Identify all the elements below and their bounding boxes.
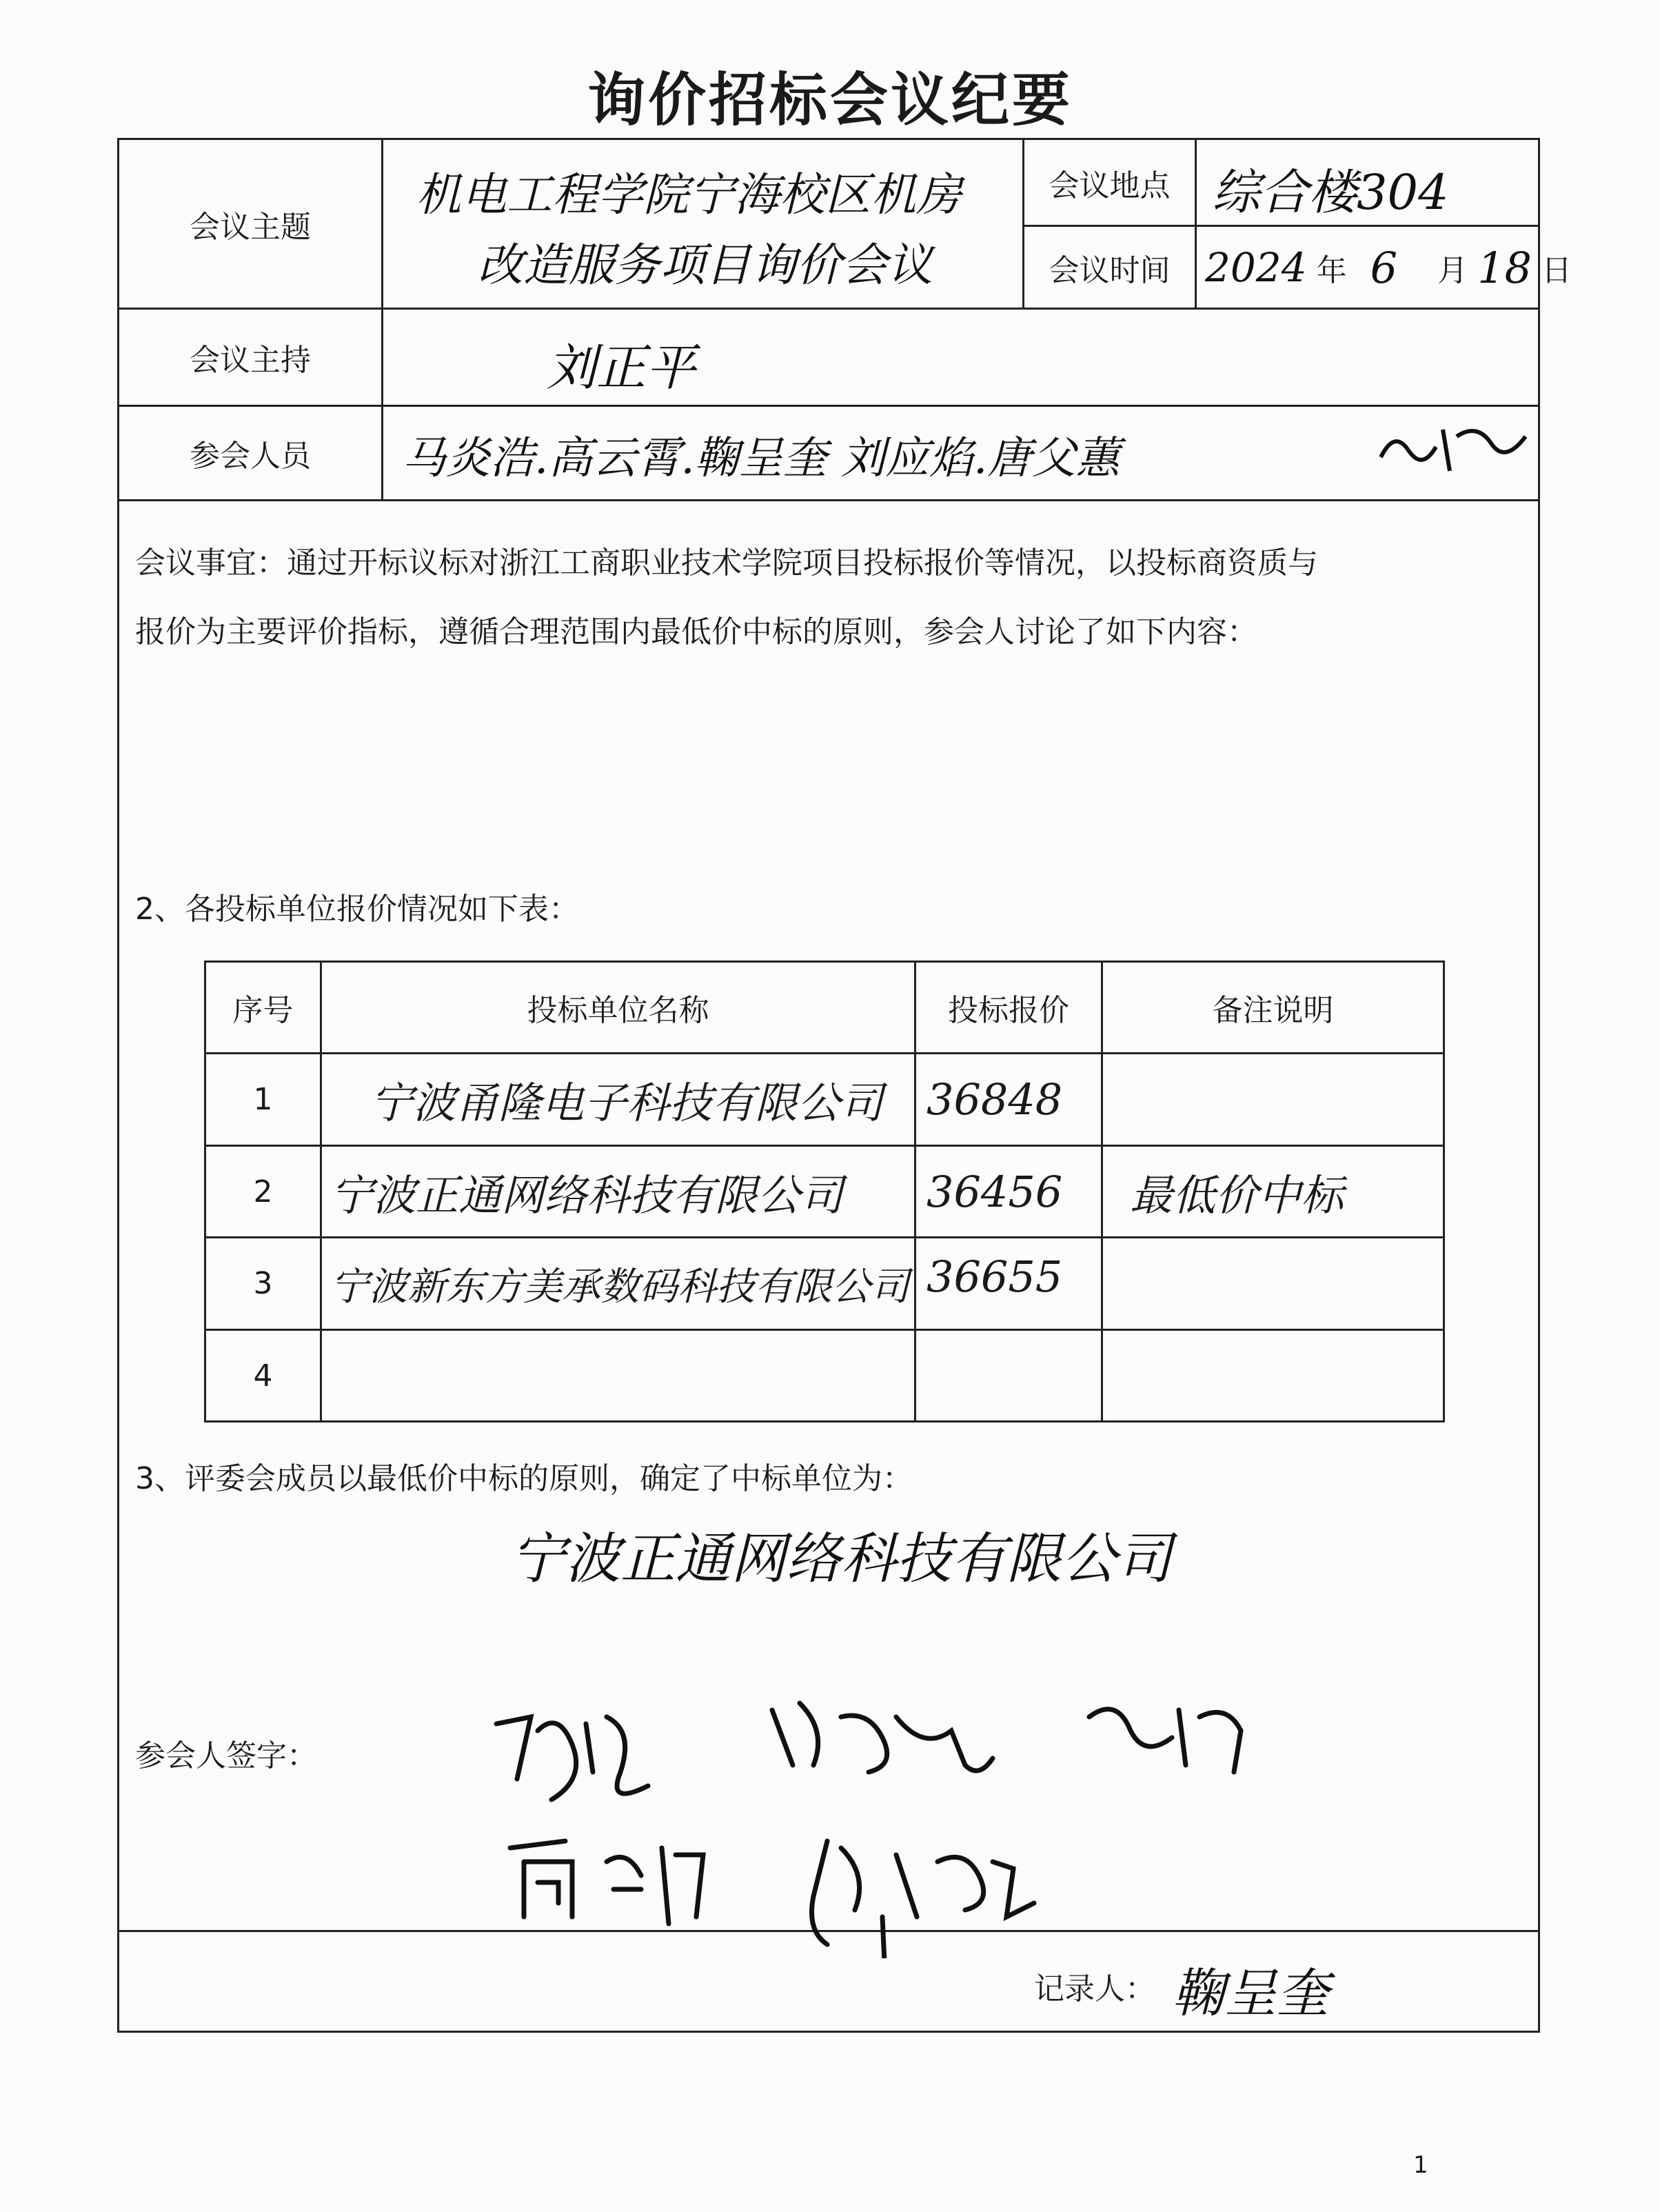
signatures-label: 参会人签字： (135, 1738, 317, 1773)
intro-line2: 报价为主要评价指标，遵循合理范围内最低价中标的原则，参会人讨论了如下内容： (135, 614, 1257, 650)
attendee-signatures (469, 1669, 1365, 1958)
date-month: 6 (1370, 242, 1398, 293)
attendees-value: 马炎浩.高云霄.鞠呈奎 刘应焰.唐父蕙 (402, 433, 1120, 484)
attendees-label: 参会人员 (190, 439, 311, 474)
date-month-suffix: 月 (1437, 253, 1468, 288)
date-day: 18 (1477, 242, 1532, 293)
document-title: 询价招标会议纪要 (587, 66, 1073, 134)
date-year: 2024 (1205, 244, 1307, 291)
row4-no: 4 (253, 1358, 273, 1394)
attendees-signature-scribble (1367, 409, 1546, 492)
table-rule-4 (206, 1329, 1443, 1331)
host-label: 会议主持 (190, 343, 311, 378)
page-number: 1 (1413, 2151, 1428, 2179)
rule-attendees-bottom (119, 499, 1538, 501)
subject-value-line1: 机电工程学院宁海校区机房 (416, 168, 962, 221)
row1-bidder: 宁波甬隆电子科技有限公司 (370, 1078, 884, 1128)
recorder-label: 记录人： (1034, 1971, 1155, 2007)
header-note: 备注说明 (1212, 993, 1334, 1028)
row3-bidder: 宁波新东方美承数码科技有限公司 (330, 1264, 909, 1309)
row1-price: 36848 (927, 1074, 1063, 1125)
row2-no: 2 (253, 1174, 273, 1209)
date-year-suffix: 年 (1316, 253, 1347, 288)
time-label: 会议时间 (1049, 252, 1171, 288)
location-label: 会议地点 (1049, 168, 1171, 203)
intro-line1: 会议事宜：通过开标议标对浙江工商职业技术学院项目投标报价等情况，以投标商资质与 (135, 545, 1318, 581)
rule-label-column (381, 140, 383, 501)
location-value: 综合楼304 (1212, 164, 1449, 221)
row1-no: 1 (253, 1082, 273, 1117)
section2-title: 2、各投标单位报价情况如下表： (135, 892, 579, 927)
header-price: 投标报价 (948, 993, 1069, 1028)
bid-table (204, 961, 1445, 1422)
winning-bidder: 宁波正通网络科技有限公司 (510, 1527, 1172, 1591)
meeting-date (1205, 237, 1572, 299)
subject-label: 会议主题 (190, 209, 311, 245)
row2-price: 36456 (927, 1166, 1063, 1217)
row2-bidder: 宁波正通网络科技有限公司 (330, 1169, 844, 1220)
header-bidder: 投标单位名称 (527, 993, 709, 1028)
recorder-value: 鞠呈奎 (1172, 1962, 1329, 2024)
host-value: 刘正平 (547, 339, 696, 396)
row3-no: 3 (253, 1266, 273, 1301)
section3-title: 3、评委会成员以最低价中标的原则，确定了中标单位为： (135, 1461, 913, 1496)
subject-value-line2: 改造服务项目询价会议 (478, 239, 933, 292)
date-day-suffix: 日 (1541, 253, 1572, 288)
rule-location-label-right (1195, 140, 1197, 310)
header-no: 序号 (232, 993, 294, 1028)
row3-price: 36655 (927, 1251, 1063, 1302)
row2-note: 最低价中标 (1130, 1169, 1344, 1220)
